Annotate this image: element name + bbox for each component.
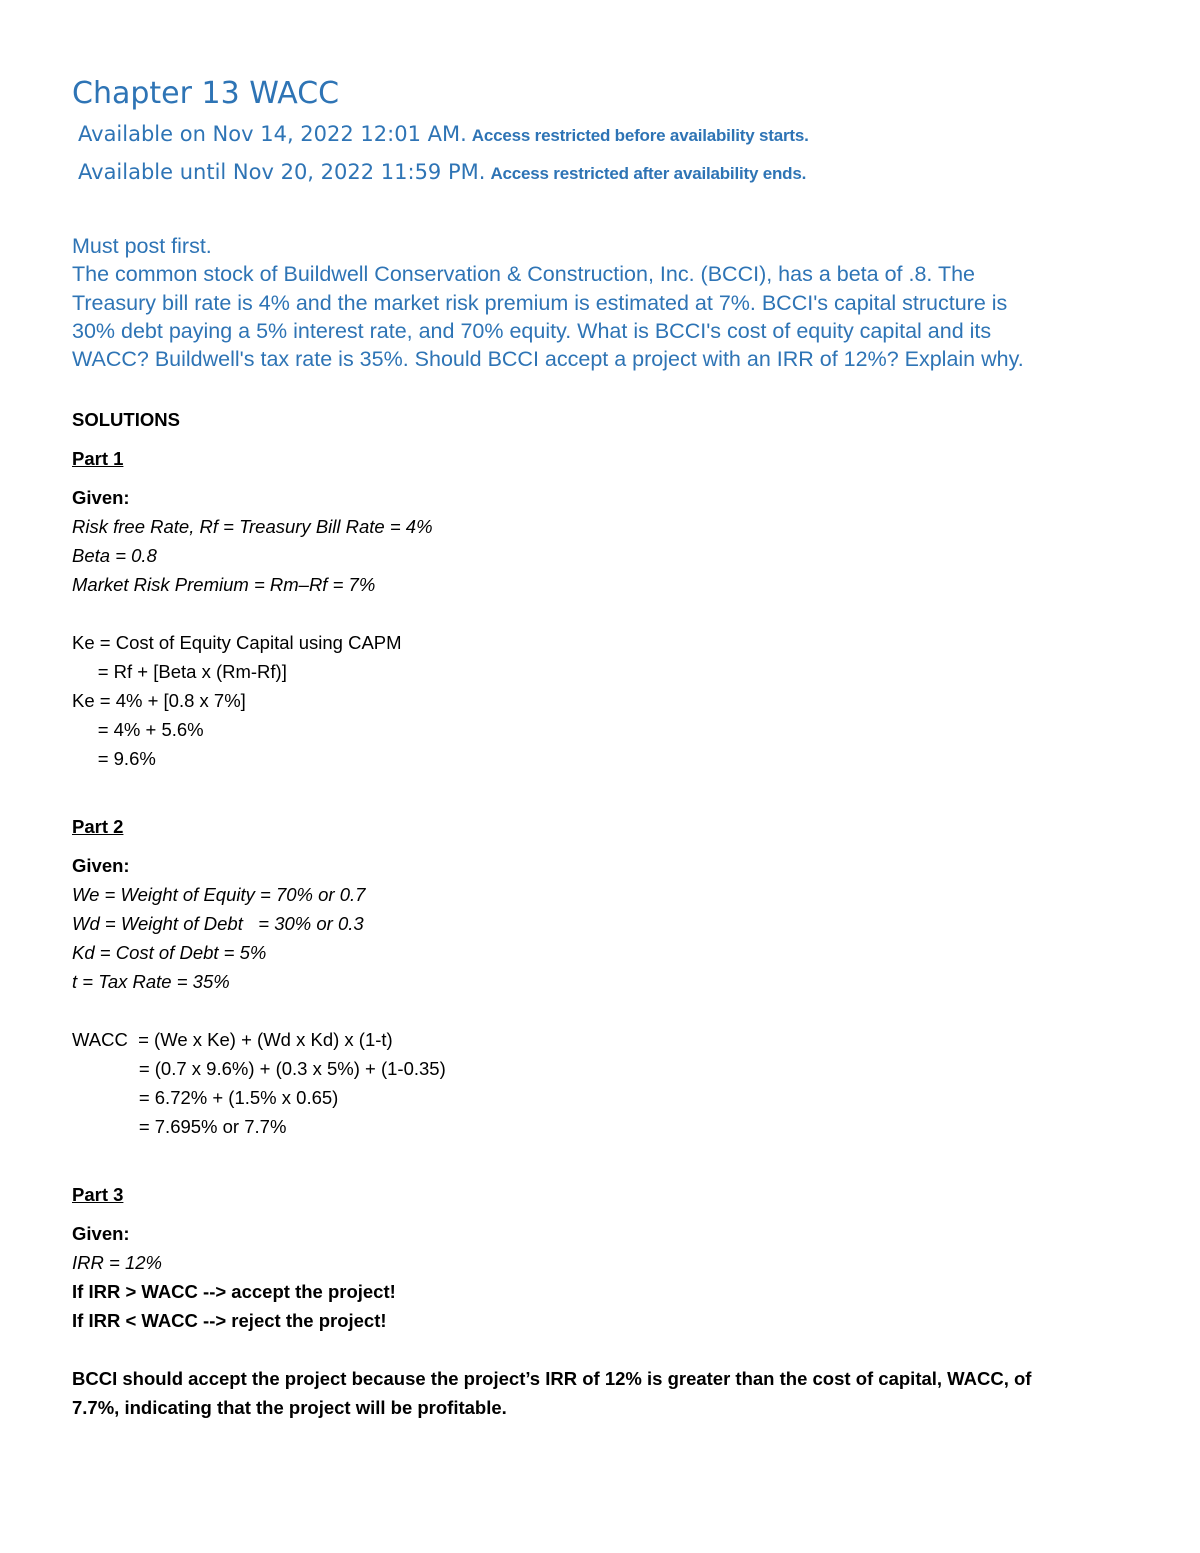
availability-start xyxy=(78,116,1132,154)
part3-rule: If IRR > WACC --> accept the project! xyxy=(72,1281,396,1303)
question-text xyxy=(72,232,1132,373)
part3-rule: If IRR < WACC --> reject the project! xyxy=(72,1310,387,1332)
part2-heading: Part 2 xyxy=(72,816,124,838)
part2-calc-line: WACC = (We x Ke) + (Wd x Kd) x (1-t) xyxy=(72,1029,393,1051)
part2-calc-line: = 7.695% or 7.7% xyxy=(72,1116,287,1138)
part2-given-label: Given: xyxy=(72,855,130,877)
part1-calc-line: Ke = 4% + [0.8 x 7%] xyxy=(72,690,246,712)
part3-conclusion: 7.7%, indicating that the project will be profitable. xyxy=(72,1397,507,1419)
availability-end-date: Available until Nov 20, 2022 11:59 PM. xyxy=(78,160,486,184)
part1-given-item: Market Risk Premium = Rm–Rf = 7% xyxy=(72,574,376,596)
part1-calc-line: Ke = Cost of Equity Capital using CAPM xyxy=(72,632,402,654)
availability-start-date: Available on Nov 14, 2022 12:01 AM. xyxy=(78,122,467,146)
availability-start-note: Access restricted before availability starts. xyxy=(471,126,809,145)
solutions-heading: SOLUTIONS xyxy=(72,409,180,431)
part1-calc-line: = 9.6% xyxy=(72,748,156,770)
part2-given-item: Wd = Weight of Debt = 30% or 0.3 xyxy=(72,913,364,935)
part1-heading: Part 1 xyxy=(72,448,124,470)
part3-conclusion: BCCI should accept the project because the project’s IRR of 12% is greater than the cost of capital, WACC, of xyxy=(72,1368,1032,1390)
solutions-section xyxy=(72,405,1132,1422)
availability-end-note: Access restricted after availability ends. xyxy=(490,164,807,183)
part2-given-item: Kd = Cost of Debt = 5% xyxy=(72,942,267,964)
part1-calc-line: = 4% + 5.6% xyxy=(72,719,204,741)
part1-given-label: Given: xyxy=(72,487,130,509)
document-page xyxy=(72,72,1132,1422)
availability-end xyxy=(78,154,1132,192)
page-title: Chapter 13 WACC xyxy=(72,76,340,111)
question-line: The common stock of Buildwell Conservation & Construction, Inc. (BCCI), has a beta of .8. The xyxy=(72,262,976,287)
part1-given-item: Beta = 0.8 xyxy=(72,545,157,567)
question-line: 30% debt paying a 5% interest rate, and 70% equity. What is BCCI's cost of equity capital and its xyxy=(72,318,992,343)
part2-calc-line: = 6.72% + (1.5% x 0.65) xyxy=(72,1087,339,1109)
part3-given-item: IRR = 12% xyxy=(72,1252,162,1274)
part3-heading: Part 3 xyxy=(72,1184,124,1206)
part1-calc-line: = Rf + [Beta x (Rm-Rf)] xyxy=(72,661,287,683)
question-line: WACC? Buildwell's tax rate is 35%. Should BCCI accept a project with an IRR of 12%? Explain why. xyxy=(72,347,1024,372)
part2-given-item: t = Tax Rate = 35% xyxy=(72,971,230,993)
part1-given-item: Risk free Rate, Rf = Treasury Bill Rate = 4% xyxy=(72,516,433,538)
part3-given-label: Given: xyxy=(72,1223,130,1245)
question-line: Treasury bill rate is 4% and the market risk premium is estimated at 7%. BCCI's capital structure is xyxy=(72,290,1008,315)
part2-given-item: We = Weight of Equity = 70% or 0.7 xyxy=(72,884,366,906)
question-line: Must post first. xyxy=(72,234,212,258)
part2-calc-line: = (0.7 x 9.6%) + (0.3 x 5%) + (1-0.35) xyxy=(72,1058,446,1080)
